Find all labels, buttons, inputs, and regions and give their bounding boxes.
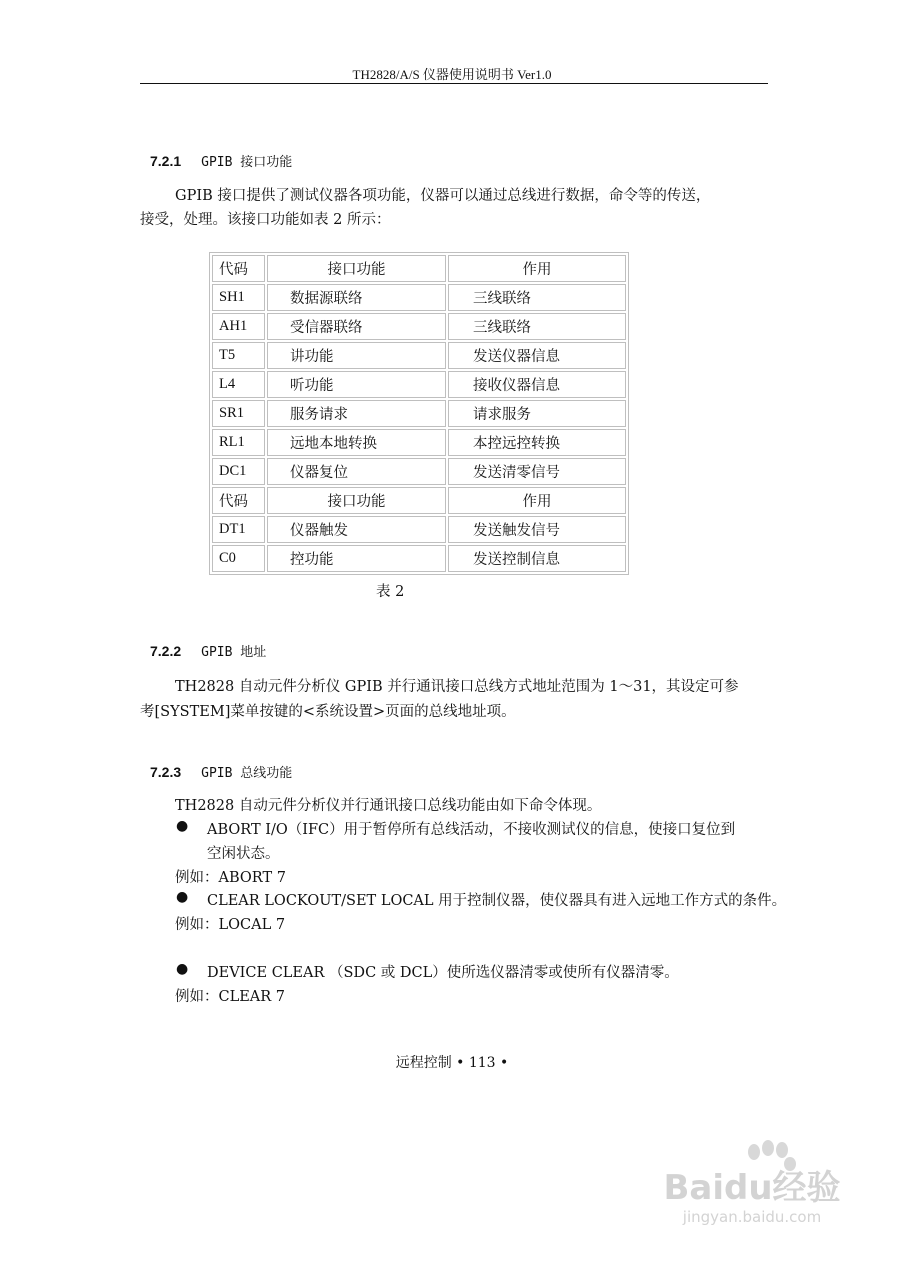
paragraph-line: 接受，处理。该接口功能如表 2 所示： bbox=[140, 212, 391, 228]
table-header-row bbox=[212, 487, 626, 514]
gpib-function-table bbox=[209, 252, 629, 575]
table-cell: 服务请求 bbox=[267, 400, 446, 427]
paragraph-line: GPIB 接口提供了测试仪器各项功能，仪器可以通过总线进行数据，命令等的传送， bbox=[175, 188, 711, 204]
section-title: GPIB 总线功能 bbox=[201, 766, 293, 781]
table-header-row bbox=[212, 255, 626, 282]
table-cell: C0 bbox=[212, 545, 265, 572]
table-row bbox=[212, 458, 626, 485]
page-footer: 远程控制 • 113 • bbox=[395, 1055, 509, 1071]
table-cell: DC1 bbox=[212, 458, 265, 485]
table-row bbox=[212, 342, 626, 369]
section-number: 7.2.1 bbox=[150, 153, 182, 169]
section-heading-7-2-2 bbox=[150, 641, 266, 660]
table-header-cell: 作用 bbox=[448, 487, 626, 514]
section-title: GPIB 地址 bbox=[201, 645, 267, 660]
table-cell: 发送控制信息 bbox=[448, 545, 626, 572]
table-cell: 本控远控转换 bbox=[448, 429, 626, 456]
table-cell: RL1 bbox=[212, 429, 265, 456]
table-cell: SR1 bbox=[212, 400, 265, 427]
table-cell: 控功能 bbox=[267, 545, 446, 572]
table-cell: 仪器触发 bbox=[267, 516, 446, 543]
bullet-icon: ● bbox=[176, 961, 189, 977]
table-cell: DT1 bbox=[212, 516, 265, 543]
table-cell: 发送仪器信息 bbox=[448, 342, 626, 369]
table-cell: 发送触发信号 bbox=[448, 516, 626, 543]
table-row bbox=[212, 371, 626, 398]
table-header-cell: 接口功能 bbox=[267, 255, 446, 282]
example-line: 例如：LOCAL 7 bbox=[175, 917, 286, 933]
table-row bbox=[212, 400, 626, 427]
section-title: GPIB 接口功能 bbox=[201, 155, 293, 170]
section-number: 7.2.2 bbox=[150, 643, 182, 659]
table-caption: 表 2 bbox=[376, 584, 405, 600]
table-row bbox=[212, 545, 626, 572]
table-cell: 仪器复位 bbox=[267, 458, 446, 485]
table-cell: SH1 bbox=[212, 284, 265, 311]
example-line: 例如：CLEAR 7 bbox=[175, 989, 286, 1005]
section-number: 7.2.3 bbox=[150, 764, 182, 780]
table-row bbox=[212, 429, 626, 456]
list-item-line: DEVICE CLEAR （SDC 或 DCL）使所选仪器清零或使所有仪器清零。 bbox=[207, 965, 679, 981]
paragraph-line: 考[SYSTEM]菜单按键的<系统设置>页面的总线地址项。 bbox=[140, 704, 516, 720]
table-row bbox=[212, 284, 626, 311]
table-cell: 受信器联络 bbox=[267, 313, 446, 340]
list-item-line: ABORT I/O（IFC）用于暂停所有总线活动，不接收测试仪的信息，使接口复位到 bbox=[207, 822, 736, 838]
bullet-icon: ● bbox=[176, 818, 189, 834]
section-heading-7-2-1 bbox=[150, 151, 292, 170]
example-line: 例如：ABORT 7 bbox=[175, 870, 286, 886]
table-row bbox=[212, 516, 626, 543]
baidu-watermark bbox=[652, 1140, 852, 1235]
table-header-cell: 接口功能 bbox=[267, 487, 446, 514]
watermark-url: jingyan.baidu.com bbox=[682, 1208, 822, 1226]
table-header-cell: 代码 bbox=[212, 255, 265, 282]
section-heading-7-2-3 bbox=[150, 762, 292, 781]
table-cell: 讲功能 bbox=[267, 342, 446, 369]
paragraph-line: TH2828 自动元件分析仪 GPIB 并行通讯接口总线方式地址范围为 1～31，其设定可参 bbox=[175, 679, 739, 695]
table-cell: L4 bbox=[212, 371, 265, 398]
bullet-icon: ● bbox=[176, 889, 189, 905]
table-cell: 接收仪器信息 bbox=[448, 371, 626, 398]
table-cell: 三线联络 bbox=[448, 313, 626, 340]
running-header: TH2828/A/S 仪器使用说明书 Ver1.0 bbox=[352, 67, 552, 82]
table-cell: 数据源联络 bbox=[267, 284, 446, 311]
table-header-cell: 代码 bbox=[212, 487, 265, 514]
table-cell: AH1 bbox=[212, 313, 265, 340]
list-item-line: CLEAR LOCKOUT/SET LOCAL 用于控制仪器，使仪器具有进入远地工作方式的条件。 bbox=[207, 893, 787, 909]
table-cell: 发送清零信号 bbox=[448, 458, 626, 485]
table-cell: 远地本地转换 bbox=[267, 429, 446, 456]
table-cell: T5 bbox=[212, 342, 265, 369]
paragraph-line: TH2828 自动元件分析仪并行通讯接口总线功能由如下命令体现。 bbox=[175, 798, 602, 814]
table-cell: 请求服务 bbox=[448, 400, 626, 427]
table-cell: 三线联络 bbox=[448, 284, 626, 311]
table-row bbox=[212, 313, 626, 340]
header-rule bbox=[140, 83, 768, 84]
watermark-brand: Baidu经验 bbox=[663, 1168, 841, 1208]
table-cell: 听功能 bbox=[267, 371, 446, 398]
table-header-cell: 作用 bbox=[448, 255, 626, 282]
list-item-line: 空闲状态。 bbox=[207, 846, 280, 862]
